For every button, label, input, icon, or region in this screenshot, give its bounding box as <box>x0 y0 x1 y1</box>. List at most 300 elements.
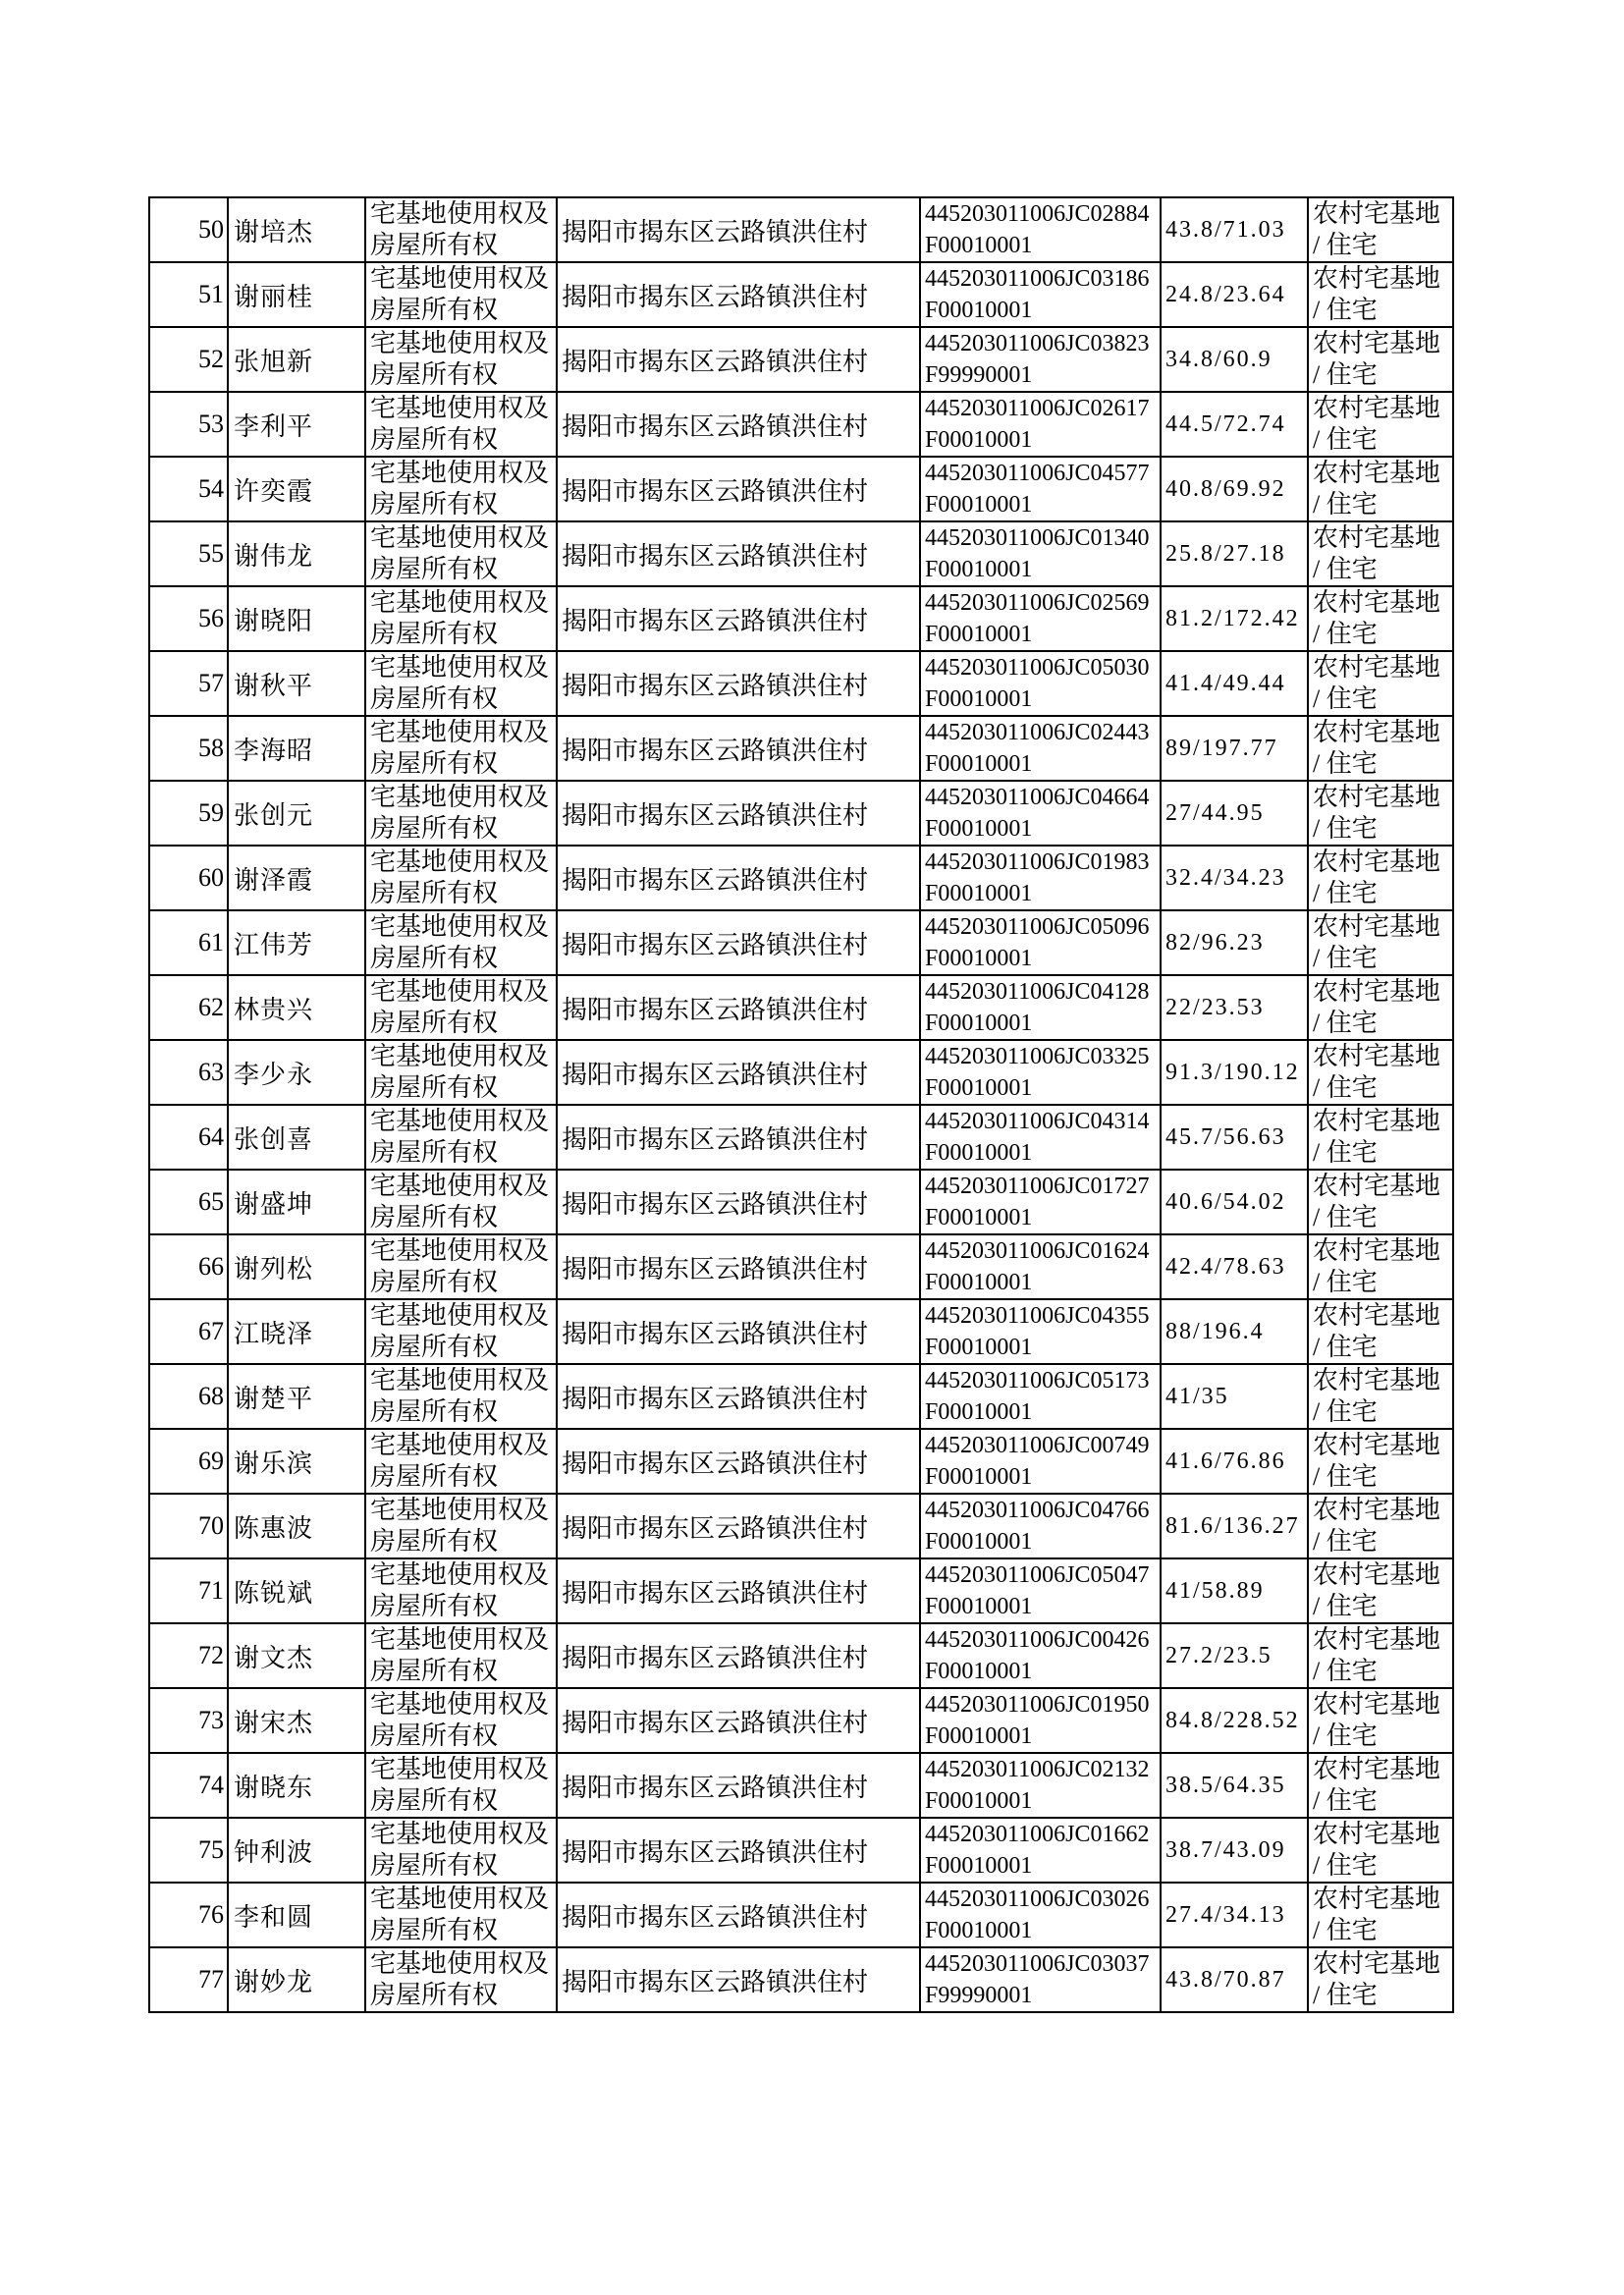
property-code-cell <box>920 197 1161 262</box>
land-use: 农村宅基地 / 住宅 <box>1313 1496 1441 1556</box>
right-type-cell <box>365 1494 557 1558</box>
row-number: 57 <box>198 669 224 697</box>
land-use-cell <box>1308 262 1453 327</box>
owner-name: 谢丽桂 <box>234 282 314 311</box>
location-cell <box>557 716 920 781</box>
location: 揭阳市揭东区云路镇洪住村 <box>562 1448 869 1478</box>
row-number-cell <box>149 716 228 781</box>
right-type: 宅基地使用权及房屋所有权 <box>370 1236 550 1296</box>
row-number-cell <box>149 651 228 716</box>
land-use: 农村宅基地 / 住宅 <box>1313 1949 1441 2009</box>
row-number: 63 <box>198 1058 224 1086</box>
row-number-cell <box>149 1429 228 1494</box>
owner-name-cell <box>228 521 365 586</box>
land-use: 农村宅基地 / 住宅 <box>1313 912 1441 972</box>
row-number-cell <box>149 1170 228 1234</box>
right-type: 宅基地使用权及房屋所有权 <box>370 264 550 324</box>
area-value-cell <box>1161 1105 1308 1170</box>
land-use-cell <box>1308 975 1453 1040</box>
right-type-cell <box>365 975 557 1040</box>
property-code-cell <box>920 1688 1161 1753</box>
area-value: 27.2/23.5 <box>1165 1643 1272 1668</box>
land-use: 农村宅基地 / 住宅 <box>1313 1625 1441 1685</box>
table-row <box>149 1883 1453 1947</box>
owner-name: 江伟芳 <box>234 930 314 959</box>
area-value: 40.6/54.02 <box>1165 1189 1286 1215</box>
location-cell <box>557 521 920 586</box>
location-cell <box>557 1170 920 1234</box>
right-type-cell <box>365 1883 557 1947</box>
location: 揭阳市揭东区云路镇洪住村 <box>562 1967 869 1996</box>
property-code-cell <box>920 586 1161 651</box>
owner-name: 许奕霞 <box>234 476 314 506</box>
area-value: 40.8/69.92 <box>1165 476 1286 502</box>
row-number: 65 <box>198 1187 224 1216</box>
area-value-cell <box>1161 521 1308 586</box>
table-row <box>149 1818 1453 1883</box>
right-type: 宅基地使用权及房屋所有权 <box>370 653 550 713</box>
owner-name: 谢列松 <box>234 1254 314 1284</box>
area-value-cell <box>1161 1753 1308 1818</box>
land-use-cell <box>1308 327 1453 392</box>
property-code: 445203011006JC03037F99990001 <box>925 1951 1150 2008</box>
table-row <box>149 716 1453 781</box>
row-number-cell <box>149 1753 228 1818</box>
table-row <box>149 1947 1453 2012</box>
land-use: 农村宅基地 / 住宅 <box>1313 1431 1441 1491</box>
property-code: 445203011006JC02884F00010001 <box>925 201 1150 258</box>
property-code-cell <box>920 1494 1161 1558</box>
area-value: 27.4/34.13 <box>1165 1902 1286 1928</box>
land-use-cell <box>1308 1299 1453 1364</box>
area-value-cell <box>1161 1040 1308 1105</box>
area-value-cell <box>1161 846 1308 910</box>
property-code: 445203011006JC01727F00010001 <box>925 1174 1150 1230</box>
right-type-cell <box>365 1040 557 1105</box>
table-row <box>149 1623 1453 1688</box>
owner-name-cell <box>228 1753 365 1818</box>
property-code: 445203011006JC01662F00010001 <box>925 1822 1150 1879</box>
property-code: 445203011006JC00749F00010001 <box>925 1433 1150 1490</box>
row-number: 76 <box>198 1900 224 1929</box>
row-number-cell <box>149 1947 228 2012</box>
land-use: 农村宅基地 / 住宅 <box>1313 653 1441 713</box>
owner-name: 李利平 <box>234 411 314 441</box>
location: 揭阳市揭东区云路镇洪住村 <box>562 1124 869 1154</box>
location: 揭阳市揭东区云路镇洪住村 <box>562 1189 869 1219</box>
land-use: 农村宅基地 / 住宅 <box>1313 718 1441 778</box>
location: 揭阳市揭东区云路镇洪住村 <box>562 865 869 895</box>
property-code: 445203011006JC01340F00010001 <box>925 525 1150 582</box>
location: 揭阳市揭东区云路镇洪住村 <box>562 1578 869 1608</box>
land-use: 农村宅基地 / 住宅 <box>1313 588 1441 648</box>
right-type-cell <box>365 716 557 781</box>
property-code: 445203011006JC05030F00010001 <box>925 655 1150 712</box>
land-use-cell <box>1308 910 1453 975</box>
right-type-cell <box>365 1299 557 1364</box>
area-value-cell <box>1161 262 1308 327</box>
location: 揭阳市揭东区云路镇洪住村 <box>562 930 869 959</box>
property-code: 445203011006JC05096F00010001 <box>925 914 1150 971</box>
land-use-cell <box>1308 1105 1453 1170</box>
property-code: 445203011006JC01983F00010001 <box>925 849 1150 906</box>
location: 揭阳市揭东区云路镇洪住村 <box>562 1902 869 1932</box>
area-value-cell <box>1161 651 1308 716</box>
right-type: 宅基地使用权及房屋所有权 <box>370 1301 550 1361</box>
property-code: 445203011006JC02132F00010001 <box>925 1757 1150 1814</box>
table-row <box>149 457 1453 521</box>
property-code: 445203011006JC01950F00010001 <box>925 1692 1150 1749</box>
land-use-cell <box>1308 1234 1453 1299</box>
property-code-cell <box>920 1170 1161 1234</box>
right-type-cell <box>365 1947 557 2012</box>
owner-name-cell <box>228 1105 365 1170</box>
owner-name-cell <box>228 392 365 457</box>
owner-name: 张创喜 <box>234 1124 314 1154</box>
location-cell <box>557 910 920 975</box>
table-row <box>149 1234 1453 1299</box>
area-value-cell <box>1161 910 1308 975</box>
land-use-cell <box>1308 521 1453 586</box>
land-use: 农村宅基地 / 住宅 <box>1313 1755 1441 1815</box>
right-type: 宅基地使用权及房屋所有权 <box>370 459 550 519</box>
right-type: 宅基地使用权及房屋所有权 <box>370 329 550 389</box>
right-type-cell <box>365 392 557 457</box>
land-use: 农村宅基地 / 住宅 <box>1313 1042 1441 1102</box>
owner-name: 谢妙龙 <box>234 1967 314 1996</box>
location: 揭阳市揭东区云路镇洪住村 <box>562 1384 869 1413</box>
land-use-cell <box>1308 781 1453 846</box>
registry-table <box>148 196 1454 2013</box>
property-code: 445203011006JC03823F99990001 <box>925 331 1150 388</box>
row-number: 68 <box>198 1382 224 1410</box>
location: 揭阳市揭东区云路镇洪住村 <box>562 1708 869 1737</box>
row-number-cell <box>149 910 228 975</box>
right-type: 宅基地使用权及房屋所有权 <box>370 1431 550 1491</box>
property-code: 445203011006JC02569F00010001 <box>925 590 1150 647</box>
location: 揭阳市揭东区云路镇洪住村 <box>562 1319 869 1348</box>
area-value-cell <box>1161 975 1308 1040</box>
right-type-cell <box>365 1558 557 1623</box>
land-use-cell <box>1308 1429 1453 1494</box>
row-number: 56 <box>198 604 224 632</box>
property-code: 445203011006JC04664F00010001 <box>925 785 1150 842</box>
land-use-cell <box>1308 586 1453 651</box>
area-value: 38.5/64.35 <box>1165 1773 1286 1798</box>
property-code: 445203011006JC05173F00010001 <box>925 1368 1150 1425</box>
owner-name-cell <box>228 1040 365 1105</box>
property-code-cell <box>920 262 1161 327</box>
area-value: 84.8/228.52 <box>1165 1708 1300 1733</box>
property-code: 445203011006JC04577F00010001 <box>925 461 1150 518</box>
row-number: 62 <box>198 993 224 1021</box>
row-number: 66 <box>198 1252 224 1281</box>
location-cell <box>557 1558 920 1623</box>
area-value: 27/44.95 <box>1165 800 1265 826</box>
property-code: 445203011006JC03186F00010001 <box>925 266 1150 323</box>
right-type: 宅基地使用权及房屋所有权 <box>370 394 550 454</box>
owner-name-cell <box>228 1234 365 1299</box>
right-type-cell <box>365 1429 557 1494</box>
area-value-cell <box>1161 586 1308 651</box>
location: 揭阳市揭东区云路镇洪住村 <box>562 1254 869 1284</box>
property-code-cell <box>920 1429 1161 1494</box>
land-use-cell <box>1308 846 1453 910</box>
location-cell <box>557 262 920 327</box>
owner-name-cell <box>228 1558 365 1623</box>
owner-name: 张旭新 <box>234 347 314 376</box>
land-use: 农村宅基地 / 住宅 <box>1313 1301 1441 1361</box>
owner-name-cell <box>228 1688 365 1753</box>
row-number: 55 <box>198 539 224 568</box>
property-code-cell <box>920 1558 1161 1623</box>
land-use-cell <box>1308 1558 1453 1623</box>
owner-name-cell <box>228 586 365 651</box>
row-number-cell <box>149 197 228 262</box>
row-number: 73 <box>198 1706 224 1734</box>
row-number-cell <box>149 1299 228 1364</box>
land-use-cell <box>1308 1494 1453 1558</box>
property-code-cell <box>920 1753 1161 1818</box>
area-value-cell <box>1161 1883 1308 1947</box>
location-cell <box>557 457 920 521</box>
owner-name: 张创元 <box>234 800 314 830</box>
owner-name-cell <box>228 262 365 327</box>
owner-name: 谢宋杰 <box>234 1708 314 1737</box>
owner-name: 谢乐滨 <box>234 1448 314 1478</box>
land-use-cell <box>1308 1688 1453 1753</box>
owner-name: 谢晓东 <box>234 1773 314 1802</box>
area-value: 22/23.53 <box>1165 995 1265 1020</box>
area-value: 32.4/34.23 <box>1165 865 1286 891</box>
area-value: 41.6/76.86 <box>1165 1448 1286 1474</box>
right-type-cell <box>365 1818 557 1883</box>
right-type-cell <box>365 457 557 521</box>
land-use-cell <box>1308 392 1453 457</box>
area-value: 81.2/172.42 <box>1165 606 1300 631</box>
row-number-cell <box>149 781 228 846</box>
area-value-cell <box>1161 716 1308 781</box>
table-row <box>149 586 1453 651</box>
row-number: 75 <box>198 1835 224 1864</box>
owner-name-cell <box>228 457 365 521</box>
area-value-cell <box>1161 197 1308 262</box>
property-code-cell <box>920 1040 1161 1105</box>
property-code: 445203011006JC04128F00010001 <box>925 979 1150 1036</box>
owner-name-cell <box>228 846 365 910</box>
area-value-cell <box>1161 1947 1308 2012</box>
table-row <box>149 392 1453 457</box>
row-number: 50 <box>198 215 224 244</box>
row-number-cell <box>149 1688 228 1753</box>
land-use: 农村宅基地 / 住宅 <box>1313 1236 1441 1296</box>
location: 揭阳市揭东区云路镇洪住村 <box>562 476 869 506</box>
row-number-cell <box>149 1818 228 1883</box>
row-number: 71 <box>198 1576 224 1605</box>
right-type-cell <box>365 1688 557 1753</box>
right-type: 宅基地使用权及房屋所有权 <box>370 1496 550 1556</box>
area-value: 38.7/43.09 <box>1165 1837 1286 1863</box>
location-cell <box>557 1494 920 1558</box>
row-number: 69 <box>198 1447 224 1475</box>
right-type: 宅基地使用权及房屋所有权 <box>370 1366 550 1426</box>
row-number: 77 <box>198 1965 224 1994</box>
land-use: 农村宅基地 / 住宅 <box>1313 199 1441 259</box>
land-use: 农村宅基地 / 住宅 <box>1313 394 1441 454</box>
table-row <box>149 1364 1453 1429</box>
location: 揭阳市揭东区云路镇洪住村 <box>562 1643 869 1672</box>
property-code-cell <box>920 1883 1161 1947</box>
table-row <box>149 1170 1453 1234</box>
location-cell <box>557 197 920 262</box>
land-use-cell <box>1308 651 1453 716</box>
right-type-cell <box>365 1364 557 1429</box>
owner-name: 李海昭 <box>234 736 314 765</box>
land-use: 农村宅基地 / 住宅 <box>1313 1690 1441 1750</box>
property-code: 445203011006JC02617F00010001 <box>925 396 1150 453</box>
owner-name: 李少永 <box>234 1060 314 1089</box>
land-use-cell <box>1308 1883 1453 1947</box>
table-row <box>149 1494 1453 1558</box>
area-value-cell <box>1161 1170 1308 1234</box>
owner-name: 谢盛坤 <box>234 1189 314 1219</box>
land-use: 农村宅基地 / 住宅 <box>1313 459 1441 519</box>
table-row <box>149 910 1453 975</box>
registry-table-body <box>149 197 1453 2012</box>
location: 揭阳市揭东区云路镇洪住村 <box>562 541 869 571</box>
property-code-cell <box>920 1234 1161 1299</box>
land-use: 农村宅基地 / 住宅 <box>1313 523 1441 583</box>
area-value: 89/197.77 <box>1165 736 1278 761</box>
location: 揭阳市揭东区云路镇洪住村 <box>562 995 869 1024</box>
area-value-cell <box>1161 1558 1308 1623</box>
owner-name-cell <box>228 1883 365 1947</box>
area-value: 43.8/71.03 <box>1165 217 1286 243</box>
row-number: 67 <box>198 1317 224 1345</box>
owner-name: 谢秋平 <box>234 671 314 700</box>
right-type: 宅基地使用权及房屋所有权 <box>370 977 550 1037</box>
area-value: 45.7/56.63 <box>1165 1124 1286 1150</box>
owner-name: 谢楚平 <box>234 1384 314 1413</box>
right-type: 宅基地使用权及房屋所有权 <box>370 1107 550 1167</box>
row-number-cell <box>149 1105 228 1170</box>
land-use-cell <box>1308 1818 1453 1883</box>
table-row <box>149 197 1453 262</box>
row-number: 70 <box>198 1511 224 1540</box>
property-code: 445203011006JC02443F00010001 <box>925 720 1150 777</box>
right-type-cell <box>365 197 557 262</box>
location: 揭阳市揭东区云路镇洪住村 <box>562 347 869 376</box>
row-number: 60 <box>198 863 224 892</box>
location: 揭阳市揭东区云路镇洪住村 <box>562 1837 869 1867</box>
land-use: 农村宅基地 / 住宅 <box>1313 977 1441 1037</box>
area-value-cell <box>1161 392 1308 457</box>
property-code-cell <box>920 1105 1161 1170</box>
row-number-cell <box>149 1040 228 1105</box>
area-value: 44.5/72.74 <box>1165 411 1286 437</box>
land-use-cell <box>1308 1753 1453 1818</box>
land-use-cell <box>1308 1170 1453 1234</box>
location: 揭阳市揭东区云路镇洪住村 <box>562 1773 869 1802</box>
right-type: 宅基地使用权及房屋所有权 <box>370 1560 550 1620</box>
area-value: 41/58.89 <box>1165 1578 1265 1604</box>
property-code-cell <box>920 716 1161 781</box>
table-row <box>149 1299 1453 1364</box>
property-code: 445203011006JC04766F00010001 <box>925 1498 1150 1555</box>
row-number: 53 <box>198 410 224 438</box>
row-number-cell <box>149 392 228 457</box>
property-code-cell <box>920 1947 1161 2012</box>
row-number: 59 <box>198 798 224 827</box>
right-type-cell <box>365 1234 557 1299</box>
property-code: 445203011006JC03026F00010001 <box>925 1886 1150 1943</box>
location-cell <box>557 975 920 1040</box>
land-use: 农村宅基地 / 住宅 <box>1313 1885 1441 1944</box>
land-use-cell <box>1308 1623 1453 1688</box>
location: 揭阳市揭东区云路镇洪住村 <box>562 217 869 246</box>
property-code-cell <box>920 1299 1161 1364</box>
row-number: 61 <box>198 928 224 956</box>
area-value: 43.8/70.87 <box>1165 1967 1286 1993</box>
row-number-cell <box>149 327 228 392</box>
owner-name-cell <box>228 716 365 781</box>
area-value-cell <box>1161 1364 1308 1429</box>
right-type-cell <box>365 1623 557 1688</box>
owner-name: 林贵兴 <box>234 995 314 1024</box>
property-code: 445203011006JC01624F00010001 <box>925 1238 1150 1295</box>
owner-name: 江晓泽 <box>234 1319 314 1348</box>
land-use: 农村宅基地 / 住宅 <box>1313 1107 1441 1167</box>
right-type-cell <box>365 1105 557 1170</box>
land-use: 农村宅基地 / 住宅 <box>1313 1172 1441 1231</box>
owner-name-cell <box>228 327 365 392</box>
area-value: 81.6/136.27 <box>1165 1513 1300 1539</box>
owner-name-cell <box>228 651 365 716</box>
right-type-cell <box>365 1170 557 1234</box>
owner-name-cell <box>228 1494 365 1558</box>
row-number-cell <box>149 457 228 521</box>
right-type: 宅基地使用权及房屋所有权 <box>370 523 550 583</box>
owner-name-cell <box>228 1947 365 2012</box>
location-cell <box>557 1105 920 1170</box>
land-use-cell <box>1308 1040 1453 1105</box>
owner-name-cell <box>228 1818 365 1883</box>
table-row <box>149 1105 1453 1170</box>
area-value: 34.8/60.9 <box>1165 347 1272 372</box>
location-cell <box>557 1299 920 1364</box>
row-number-cell <box>149 262 228 327</box>
row-number-cell <box>149 1558 228 1623</box>
property-code-cell <box>920 651 1161 716</box>
land-use: 农村宅基地 / 住宅 <box>1313 264 1441 324</box>
right-type-cell <box>365 262 557 327</box>
location: 揭阳市揭东区云路镇洪住村 <box>562 1513 869 1543</box>
right-type: 宅基地使用权及房屋所有权 <box>370 783 550 843</box>
land-use: 农村宅基地 / 住宅 <box>1313 1820 1441 1880</box>
right-type: 宅基地使用权及房屋所有权 <box>370 199 550 259</box>
location: 揭阳市揭东区云路镇洪住村 <box>562 282 869 311</box>
location: 揭阳市揭东区云路镇洪住村 <box>562 736 869 765</box>
owner-name: 陈惠波 <box>234 1513 314 1543</box>
property-code: 445203011006JC03325F00010001 <box>925 1044 1150 1101</box>
owner-name: 钟利波 <box>234 1837 314 1867</box>
table-row <box>149 327 1453 392</box>
location-cell <box>557 1947 920 2012</box>
location-cell <box>557 1623 920 1688</box>
row-number-cell <box>149 1623 228 1688</box>
row-number-cell <box>149 975 228 1040</box>
area-value: 88/196.4 <box>1165 1319 1265 1344</box>
